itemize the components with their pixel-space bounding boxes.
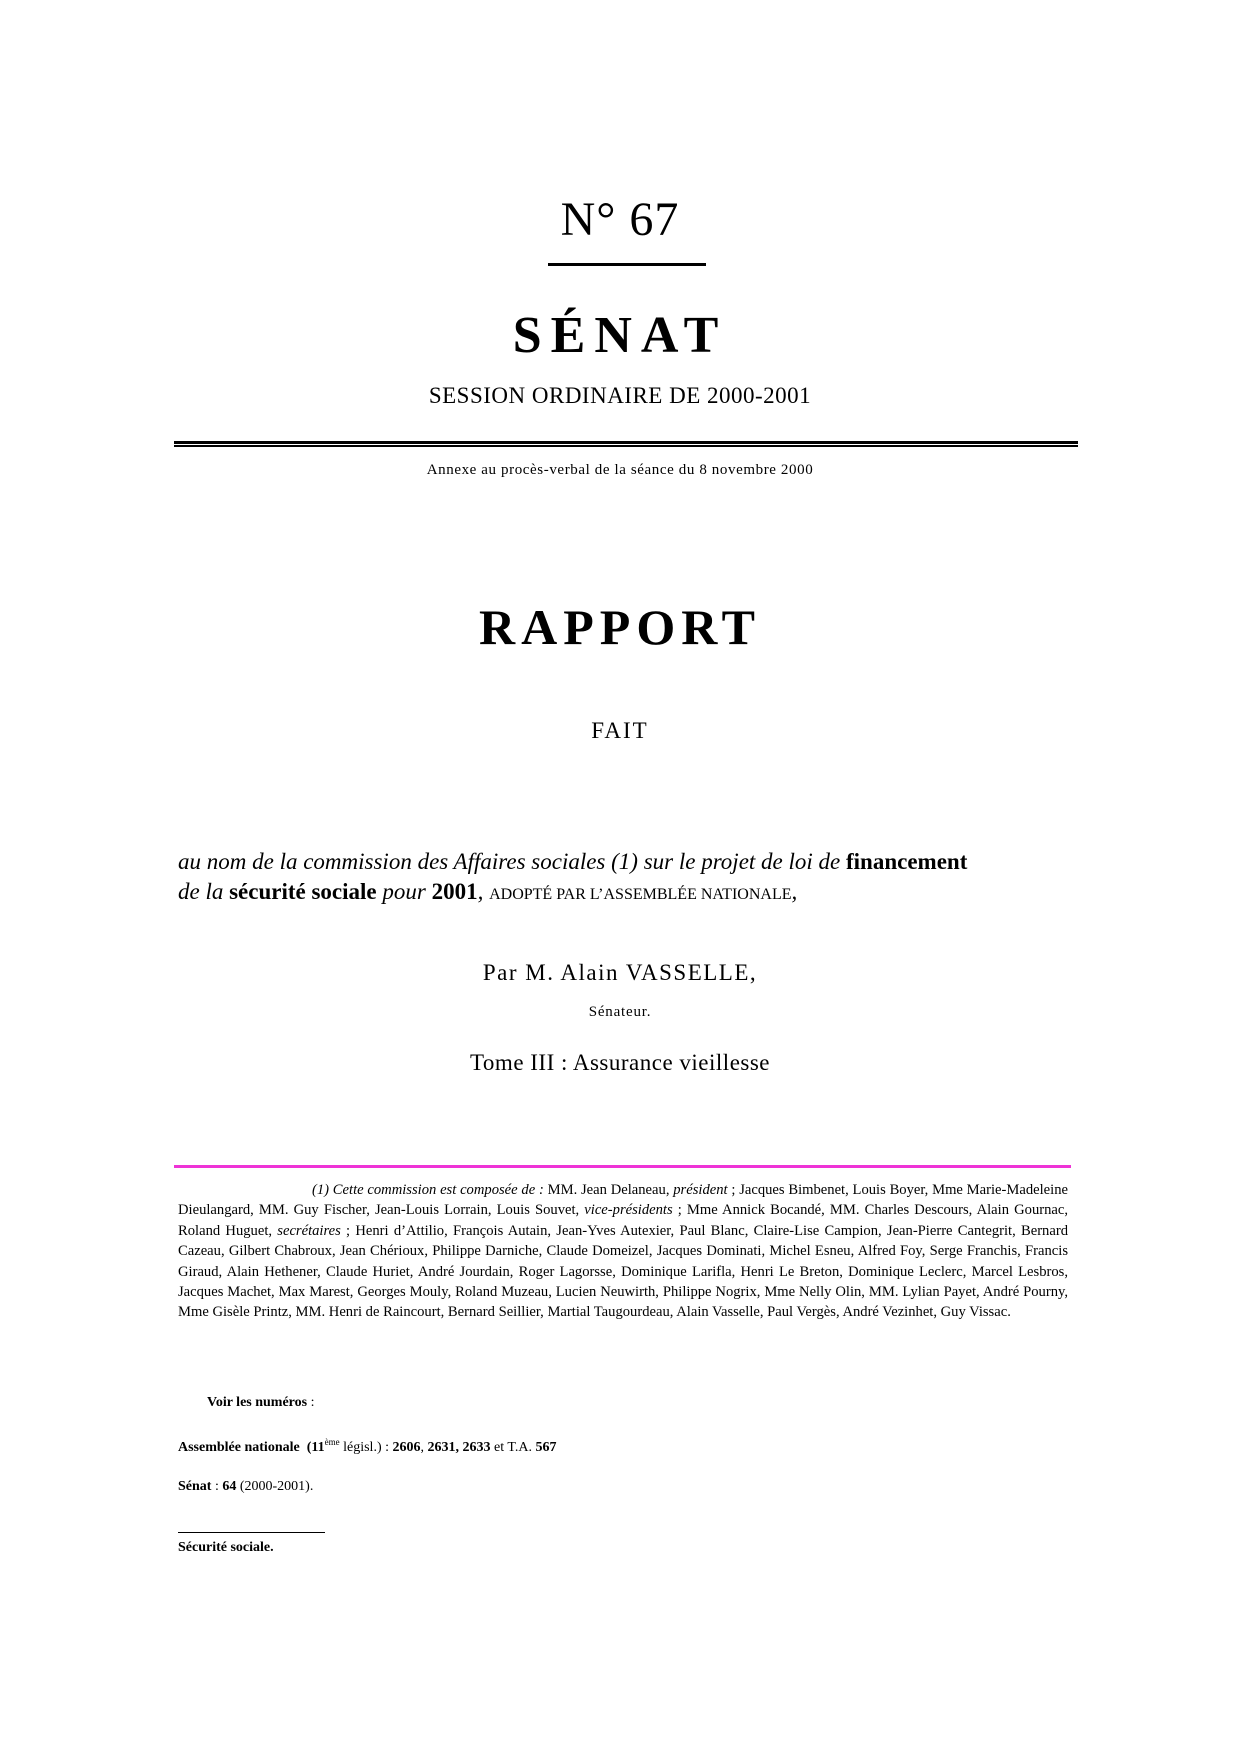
an-legis: législ.) : — [339, 1440, 393, 1455]
senat-year: (2000-2001). — [236, 1479, 314, 1494]
report-title: RAPPORT — [479, 599, 761, 655]
composition-vice: vice-présidents — [584, 1202, 673, 1219]
composition-text-4: ; Henri d’Attilio, François Autain, Jean-Yves Autexier, Paul Blanc, Claire-Lise Campion, Jean-Pierre Cantegrit, Bernard Cazeau, Gilbert Chabroux, Jean Chérioux, Philippe Darniche, Claude Domeizel, Jacques Dominati, Michel Esneu, Alfred Foy, Serge Franchis, Francis Giraud, Alain Hethener, Claude Huriet, André Jourdain, Roger Lagorsse, Dominique Larifla, Henri Le Breton, Dominique Leclerc, Marcel Lesbros, Jacques Machet, Max Marest, Georges Mouly, Roland Muzeau, Lucien Neuwirth, Philippe Nogrix, Mme Nelly Olin, MM. Lylian Payet, André Pourny, Mme Gisèle Printz, MM. Henri de Raincourt, Bernard Seillier, Martial Taugourdeau, Alain Vasselle, Paul Vergès, André Vezinhet, Guy Vissac. — [178, 1222, 1068, 1321]
composition-text-1: MM. Jean Delaneau, — [543, 1182, 674, 1198]
an-num-2: 2631, 2633 — [427, 1440, 491, 1455]
see-numbers-colon: : — [307, 1395, 315, 1410]
theme-label: Sécurité sociale. — [178, 1540, 274, 1555]
tome-title: Tome III : Assurance vieillesse — [469, 1050, 771, 1075]
senat-sep: : — [211, 1479, 223, 1494]
composition-text-3: ; Mme Annick Bocandé, MM. Charles Descours, Alain Gournac, Roland Huguet, — [178, 1202, 1068, 1239]
an-sup: ème — [324, 1437, 340, 1447]
senat-num: 64 — [222, 1479, 237, 1494]
theme-divider — [178, 1532, 325, 1533]
double-divider — [174, 441, 1078, 447]
session-line: SESSION ORDINAIRE DE 2000-2001 — [428, 383, 812, 408]
an-et: et T.A. — [490, 1440, 536, 1455]
an-label: Assemblée nationale — [178, 1440, 300, 1455]
an-num-1: 2606 — [392, 1440, 421, 1455]
composition-text-2: ; Jacques Bimbenet, Louis Boyer, Mme Marie-Madeleine Dieulangard, MM. Guy Fischer, Jean-Louis Lorrain, Louis Souvet, — [178, 1182, 1068, 1219]
an-ta: 567 — [535, 1440, 557, 1455]
intro-comma: , — [477, 879, 490, 904]
assemblee-reference — [178, 1437, 556, 1456]
report-subtitle: FAIT — [591, 718, 649, 743]
composition-lead: (1) Cette commission est composée de : — [312, 1182, 544, 1198]
intro-text-2: de la — [178, 879, 230, 904]
intro-bold-financement: financement — [846, 849, 968, 874]
composition-president: président — [673, 1182, 728, 1198]
senat-label: Sénat — [178, 1479, 212, 1494]
number-underline — [548, 263, 706, 266]
see-numbers — [207, 1395, 314, 1411]
intro-end-comma: , — [791, 879, 798, 904]
composition-secretaires: secrétaires — [277, 1222, 341, 1239]
intro-bold-year: 2001 — [431, 879, 478, 904]
senat-reference — [178, 1479, 313, 1495]
annexe-line: Annexe au procès-verbal de la séance du 8 novembre 2000 — [426, 462, 814, 478]
see-numbers-label: Voir les numéros — [207, 1395, 308, 1410]
intro-text-3: pour — [376, 879, 432, 904]
author-line: Par M. Alain VASSELLE, — [482, 960, 758, 985]
an-sep: , — [420, 1440, 428, 1455]
report-subject — [178, 847, 1068, 910]
document-number: N° 67 — [560, 193, 680, 246]
intro-adopted: ADOPTÉ PAR L’ASSEMBLÉE NATIONALE — [489, 886, 792, 903]
intro-text-1: au nom de la commission des Affaires sociales (1) sur le projet de loi de — [178, 849, 846, 874]
intro-bold-securite: sécurité sociale — [229, 879, 377, 904]
an-open: (11 — [306, 1440, 325, 1455]
commission-composition — [178, 1180, 1068, 1323]
chamber-title: SÉNAT — [512, 307, 728, 364]
footnote-divider — [174, 1165, 1071, 1168]
author-role: Sénateur. — [588, 1004, 652, 1020]
